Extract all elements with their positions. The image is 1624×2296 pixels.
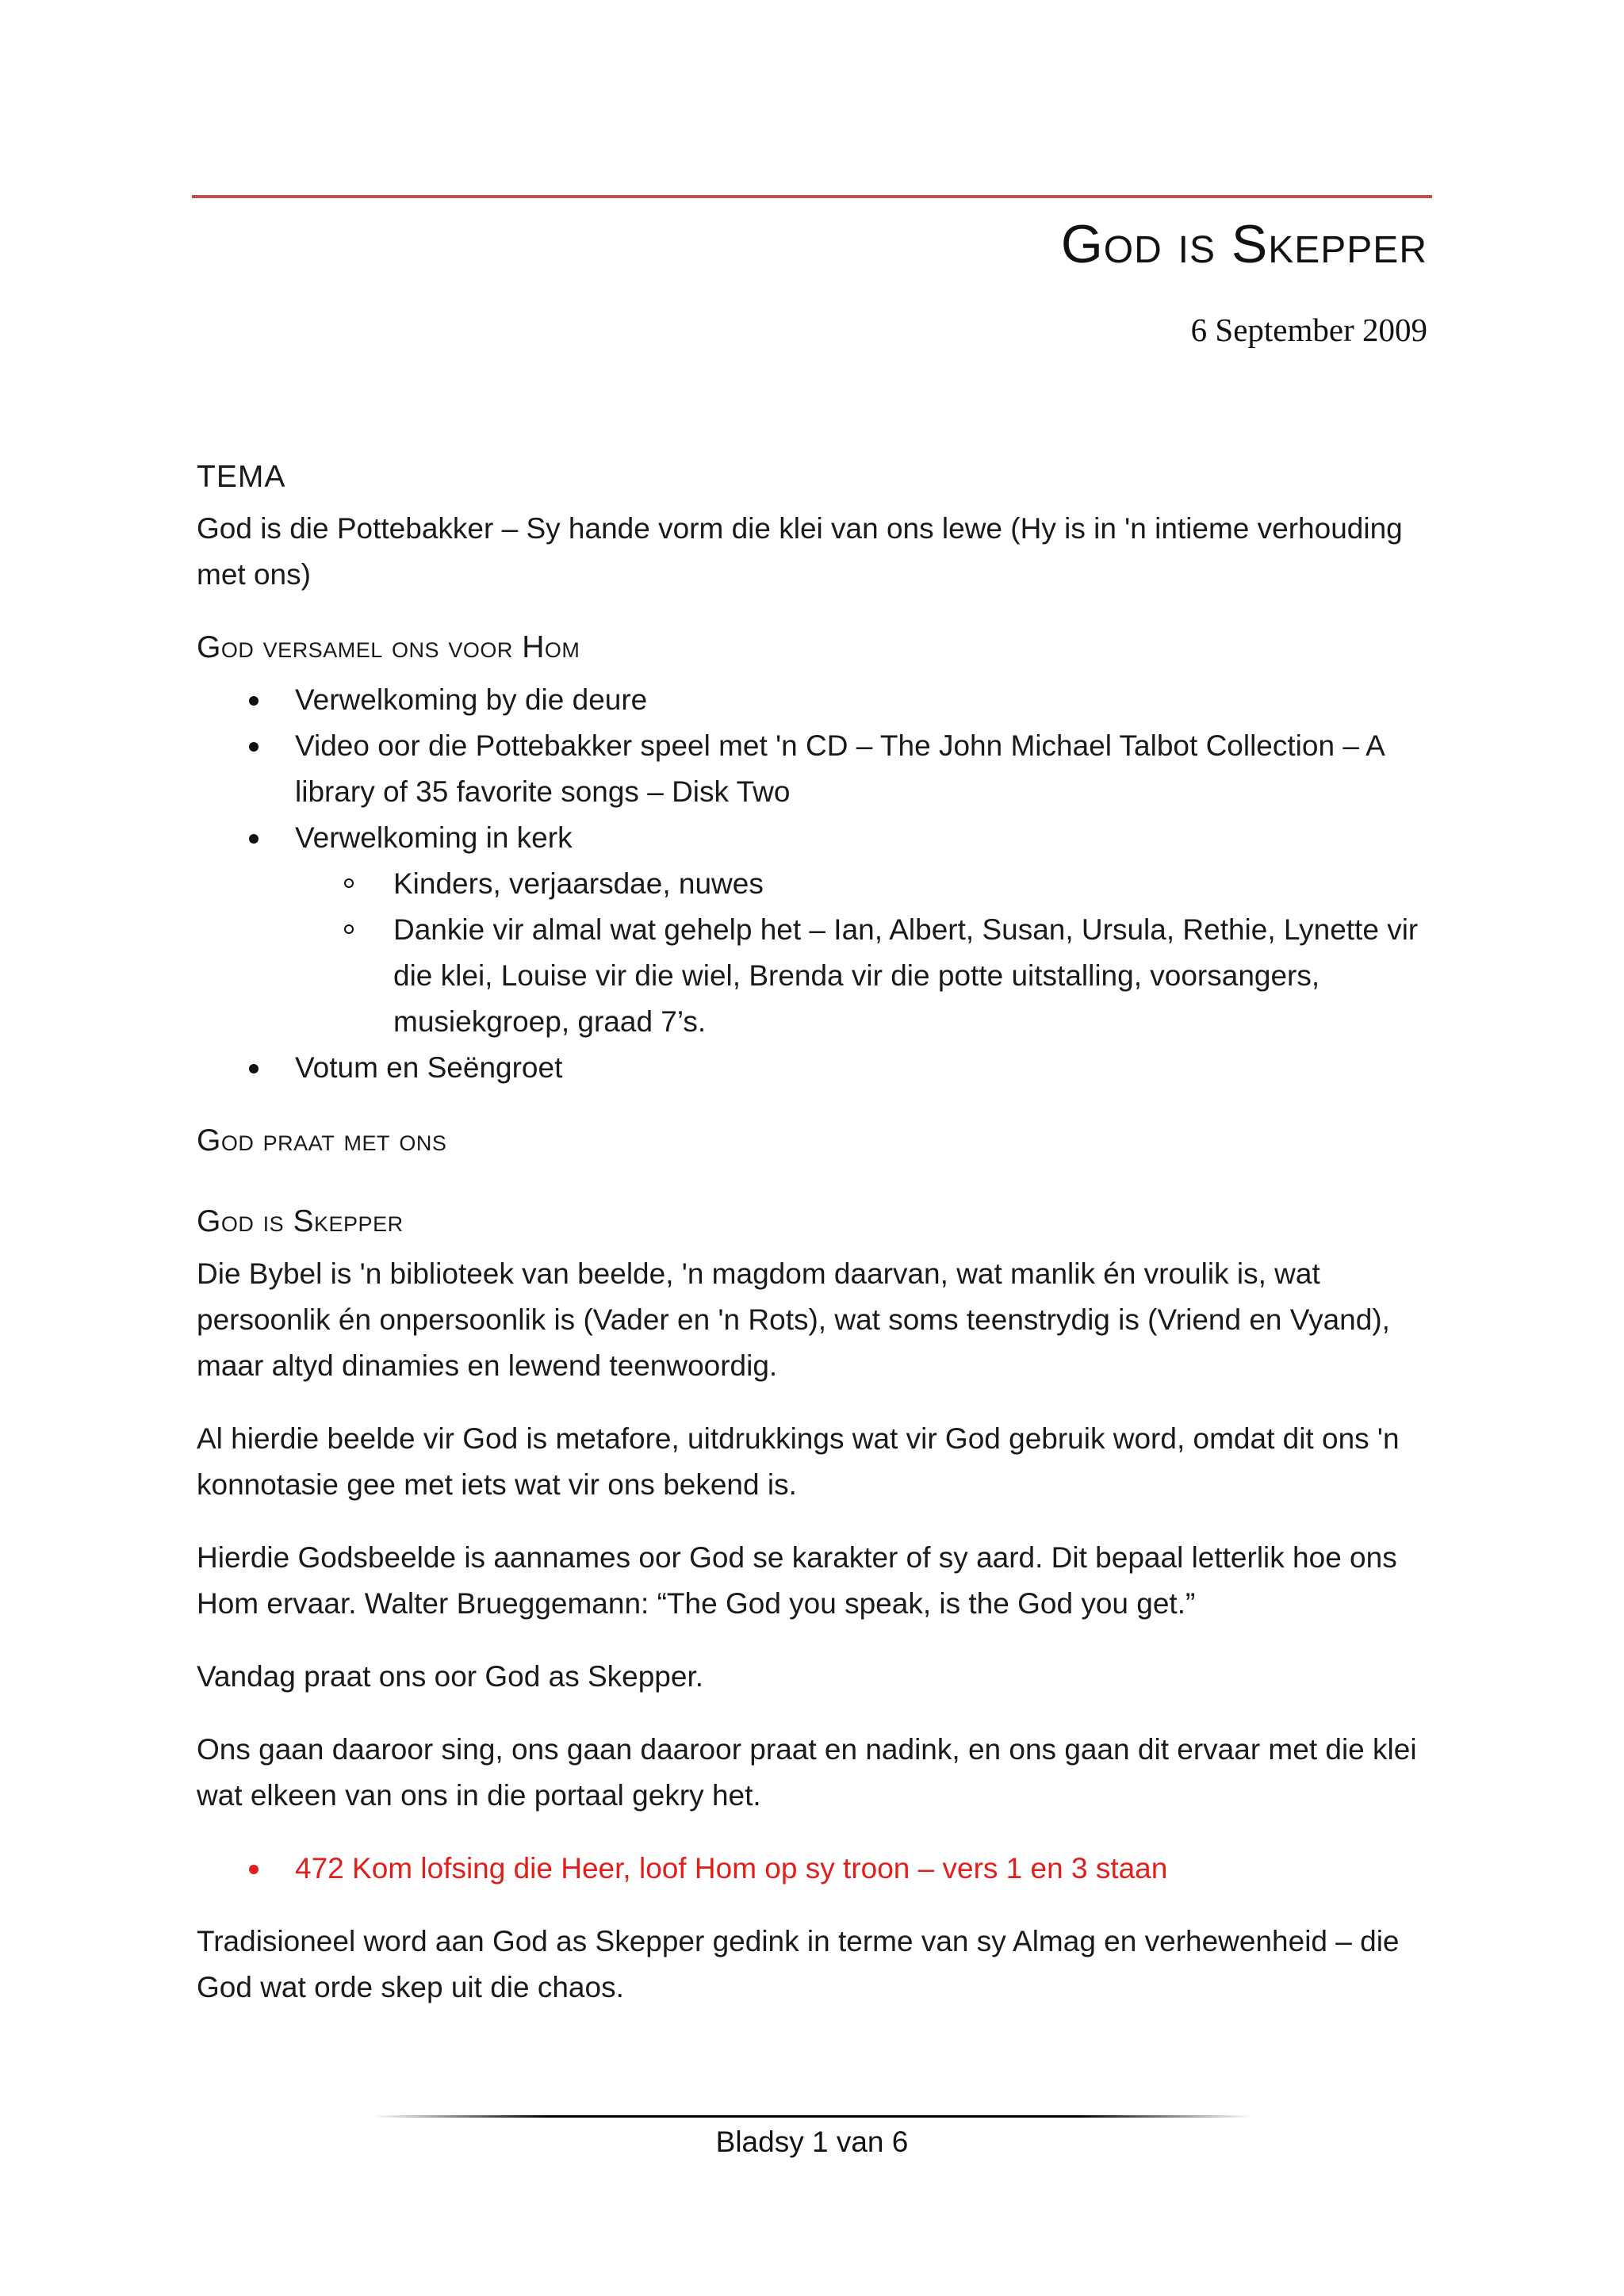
tema-text: God is die Pottebakker – Sy hande vorm die klei van ons lewe (Hy is in 'n intieme verhouding met ons)	[197, 512, 1403, 591]
paragraph: Vandag praat ons oor God as Skepper.	[197, 1660, 704, 1693]
paragraph: Die Bybel is 'n biblioteek van beelde, 'n magdom daarvan, wat manlik én vroulik is, wat persoonlik én onpersoonlik is (Vader en 'n Rots), wat soms teenstrydig is (Vriend en Vyand), maar altyd dinamies en lewend teenwoordig.	[197, 1257, 1390, 1382]
paragraph: Hierdie Godsbeelde is aannames oor God se karakter of sy aard. Dit bepaal letterlik hoe ons Hom ervaar. Walter Brueggemann: “The God you speak, is the God you get.”	[197, 1541, 1397, 1620]
header-rule	[192, 195, 1432, 198]
footer-rule	[373, 2115, 1253, 2118]
sublist-item	[197, 861, 1434, 907]
versamel-heading: God versamel ons voor Hom	[197, 630, 580, 664]
list-item-text: Video oor die Pottebakker speel met 'n CD – The John Michael Talbot Collection – A library of 35 favorite songs – Disk Two	[295, 729, 1384, 808]
song-list	[197, 1846, 1434, 1892]
document-body	[197, 453, 1434, 2038]
bullet-icon	[249, 742, 259, 752]
document-date: 6 September 2009	[1190, 312, 1427, 348]
circle-bullet-icon	[344, 878, 354, 888]
song-item	[197, 1846, 1434, 1892]
list-item	[197, 677, 1434, 723]
tema-heading: TEMA	[197, 460, 286, 494]
list-item-text: Votum en Seëngroet	[295, 1051, 563, 1084]
bullet-icon	[249, 1064, 259, 1073]
bullet-icon	[249, 1865, 259, 1874]
list-item	[197, 1045, 1434, 1091]
list-item-text: Verwelkoming by die deure	[295, 683, 648, 716]
paragraph: Al hierdie beelde vir God is metafore, uitdrukkings wat vir God gebruik word, omdat dit ons 'n konnotasie gee met iets wat vir ons bekend is.	[197, 1422, 1400, 1501]
list-item-text: Verwelkoming in kerk	[295, 821, 573, 854]
document-title: God is Skepper	[1060, 214, 1427, 274]
list-item	[197, 723, 1434, 815]
praat-heading: God praat met ons	[197, 1123, 447, 1158]
sublist-item-text: Kinders, verjaarsdae, nuwes	[393, 867, 764, 900]
sublist-item-text: Dankie vir almal wat gehelp het – Ian, Albert, Susan, Ursula, Rethie, Lynette vir die klei, Louise vir die wiel, Brenda vir die potte uitstalling, voorsangers, musiekgroep, graad 7’s.	[393, 913, 1419, 1038]
versamel-list	[197, 677, 1434, 1091]
skepper-heading: God is Skepper	[197, 1204, 404, 1238]
sublist-item	[197, 907, 1434, 1045]
page-number: Bladsy 1 van 6	[715, 2126, 909, 2158]
closing-paragraph: Tradisioneel word aan God as Skepper gedink in terme van sy Almag en verhewenheid – die God wat orde skep uit die chaos.	[197, 1925, 1400, 2003]
circle-bullet-icon	[344, 924, 354, 934]
bullet-icon	[249, 696, 259, 706]
paragraph: Ons gaan daaroor sing, ons gaan daaroor praat en nadink, en ons gaan dit ervaar met die klei wat elkeen van ons in die portaal gekry het.	[197, 1733, 1417, 1812]
bullet-icon	[249, 834, 259, 844]
song-item-text: 472 Kom lofsing die Heer, loof Hom op sy troon – vers 1 en 3 staan	[295, 1852, 1168, 1885]
versamel-sublist	[197, 861, 1434, 1045]
list-item	[197, 815, 1434, 1045]
